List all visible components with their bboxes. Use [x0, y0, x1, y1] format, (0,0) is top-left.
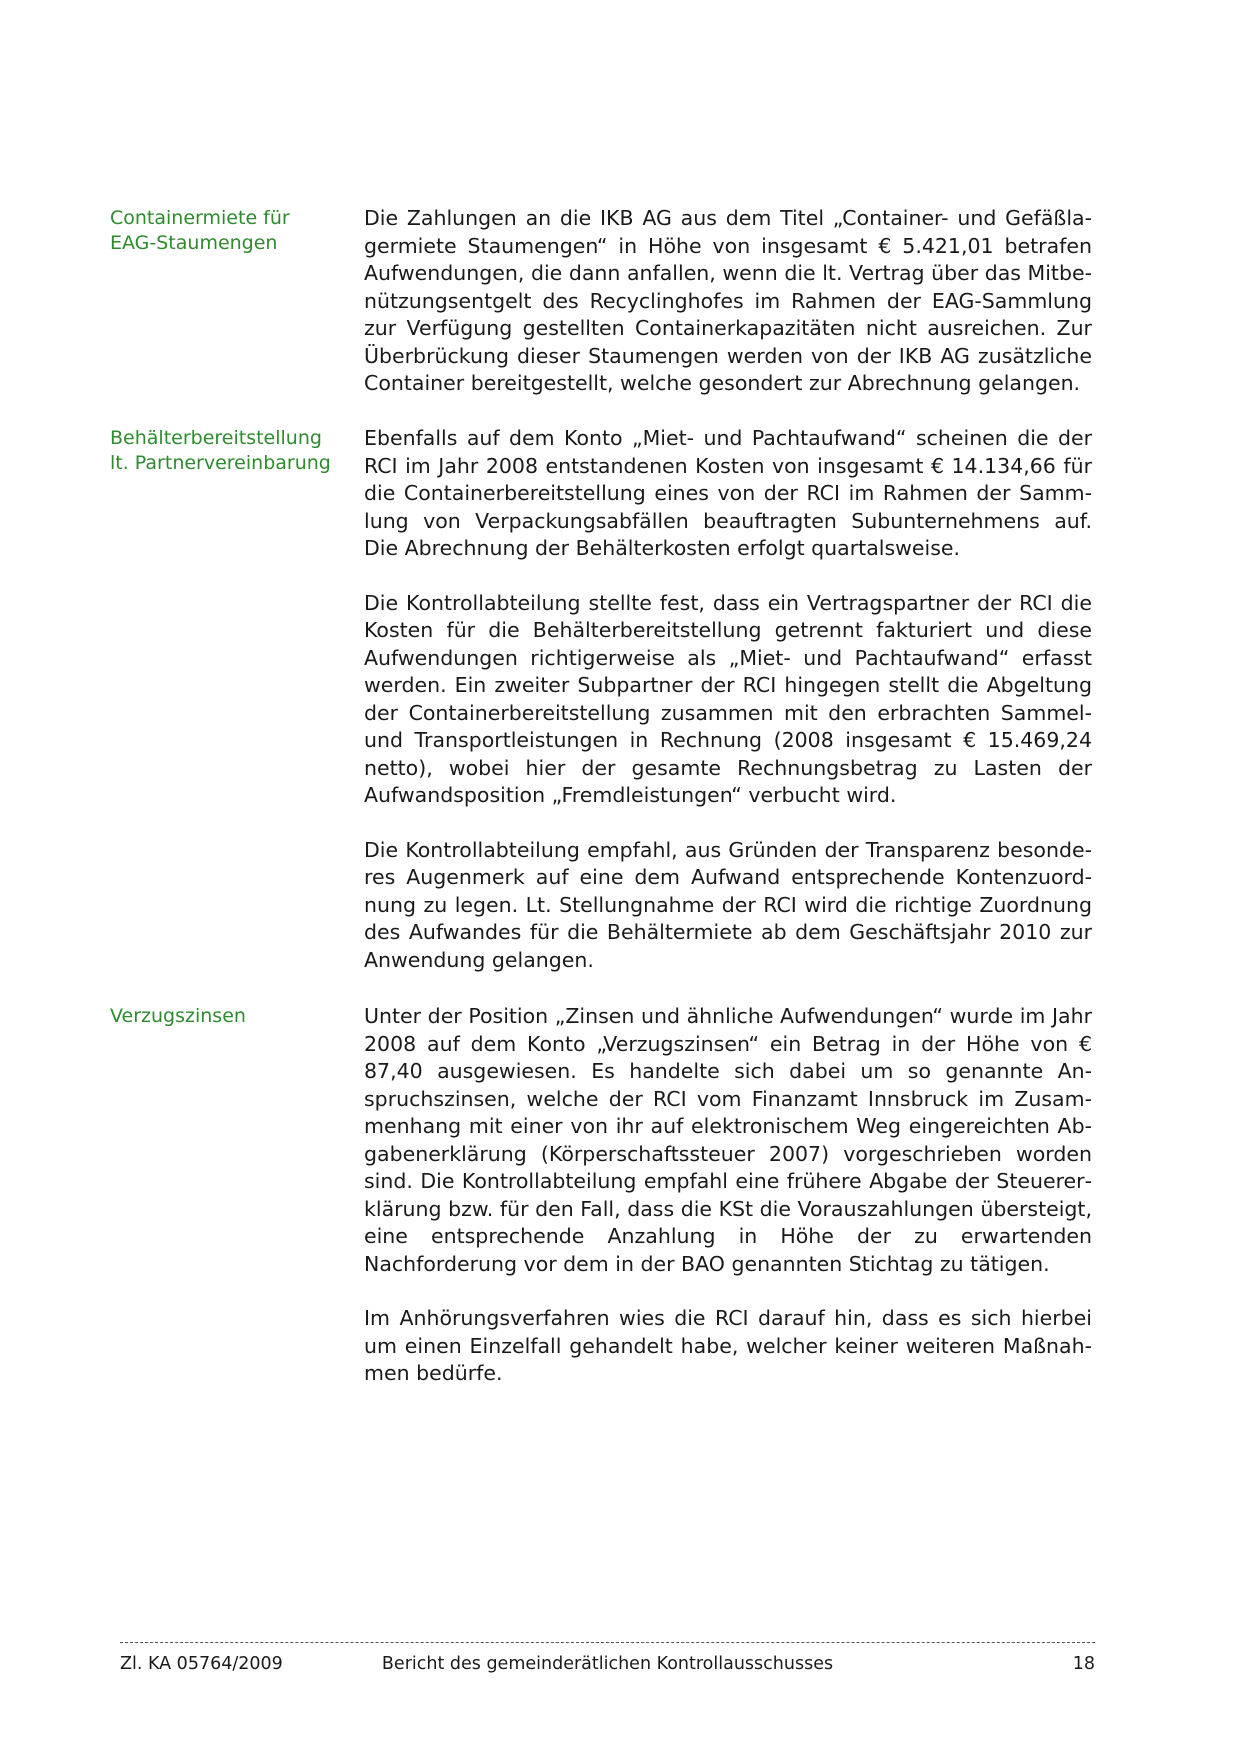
margin-note-line: Containermiete für	[110, 207, 290, 229]
paragraph: Die Kontrollabteilung empfahl, aus Gründen der Transparenz besonderes Augenmerk auf eine dem Aufwand entsprechende Kontenzuordnung zu legen. Lt. Stellungnahme der RCI wird die richtige Zuordnung des Aufwandes für die Behältermiete ab dem Geschäftsjahr 2010 zur Anwendung gelangen.	[364, 837, 1092, 972]
page-footer	[120, 1652, 1095, 1676]
footer-report-title: Bericht des gemeinderätlichen Kontrollausschusses	[381, 1654, 834, 1674]
margin-note-verzugszinsen	[110, 1004, 340, 1029]
paragraph: Ebenfalls auf dem Konto „Miet- und Pachtaufwand“ scheinen die der RCI im Jahr 2008 entstandenen Kosten von insgesamt € 14.134,66 für die Containerbereitstellung eines von der RCI im Rahmen der Sammlung von Verpackungsabfällen beauftragten Subunternehmens auf. Die Abrechnung der Behälterkosten erfolgt quartalsweise.	[364, 426, 1092, 560]
paragraph: Unter der Position „Zinsen und ähnliche Aufwendungen“ wurde im Jahr 2008 auf dem Konto „Verzugszinsen“ ein Betrag in der Höhe von € 87,40 ausgewiesen. Es handelte sich dabei um so genannte Anspruchszinsen, welche der RCI vom Finanzamt Innsbruck im Zusammenhang mit einer von ihr auf elektronischem Weg eingereichten Abgabenerklärung (Körperschaftssteuer 2007) vorgeschrieben worden sind. Die Kontrollabteilung empfahl eine frühere Abgabe der Steuererklärung bzw. für den Fall, dass die KSt die Vorauszahlungen übersteigt, eine entsprechende Anzahlung in Höhe der zu erwartenden Nachforderung vor dem in der BAO genannten Stichtag zu tätigen.	[364, 1004, 1092, 1276]
paragraph: Die Zahlungen an die IKB AG aus dem Titel „Container- und Gefäßlagermiete Staumengen“ in Höhe von insgesamt € 5.421,01 betrafen Aufwendungen, die dann anfallen, wenn die lt. Vertrag über das Mitbenützungsentgelt des Recyclinghofes im Rahmen der EAG-Sammlung zur Verfügung gestellten Containerkapazitäten nicht ausreichen. Zur Überbrückung dieser Staumengen werden von der IKB AG zusätzliche Container bereitgestellt, welche gesondert zur Abrechnung gelangen.	[364, 206, 1092, 395]
footer-page-number: 18	[1072, 1654, 1095, 1674]
margin-note-line: Behälterbereitstellung	[110, 427, 322, 449]
paragraph: Im Anhörungsverfahren wies die RCI darauf hin, dass es sich hierbei um einen Einzelfall gehandelt habe, welcher keiner weiteren Maßnahmen bedürfe.	[364, 1306, 1092, 1385]
footer-divider	[120, 1642, 1095, 1643]
section-behaelterbereitstellung-text	[364, 425, 1092, 974]
footer-reference-number: Zl. KA 05764/2009	[120, 1654, 283, 1674]
margin-note-line: Verzugszinsen	[110, 1005, 246, 1027]
margin-note-line: EAG-Staumengen	[110, 232, 278, 254]
margin-note-containermiete	[110, 206, 340, 256]
section-containermiete-text	[364, 205, 1092, 398]
margin-note-line: lt. Partnervereinbarung	[110, 452, 331, 474]
margin-note-behaelterbereitstellung	[110, 426, 340, 476]
section-verzugszinsen-text	[364, 1003, 1092, 1388]
paragraph: Die Kontrollabteilung stellte fest, dass ein Vertragspartner der RCI die Kosten für die Behälterbereitstellung getrennt fakturiert und diese Aufwendungen richtigerweise als „Miet- und Pachtaufwand“ erfasst werden. Ein zweiter Subpartner der RCI hingegen stellt die Abgeltung der Containerbereitstellung zusammen mit den erbrachten Sammel- und Transportleistungen in Rechnung (2008 insgesamt € 15.469,24 netto), wobei hier der gesamte Rechnungsbetrag zu Lasten der Aufwandsposition „Fremdleistungen“ verbucht wird.	[364, 590, 1092, 807]
